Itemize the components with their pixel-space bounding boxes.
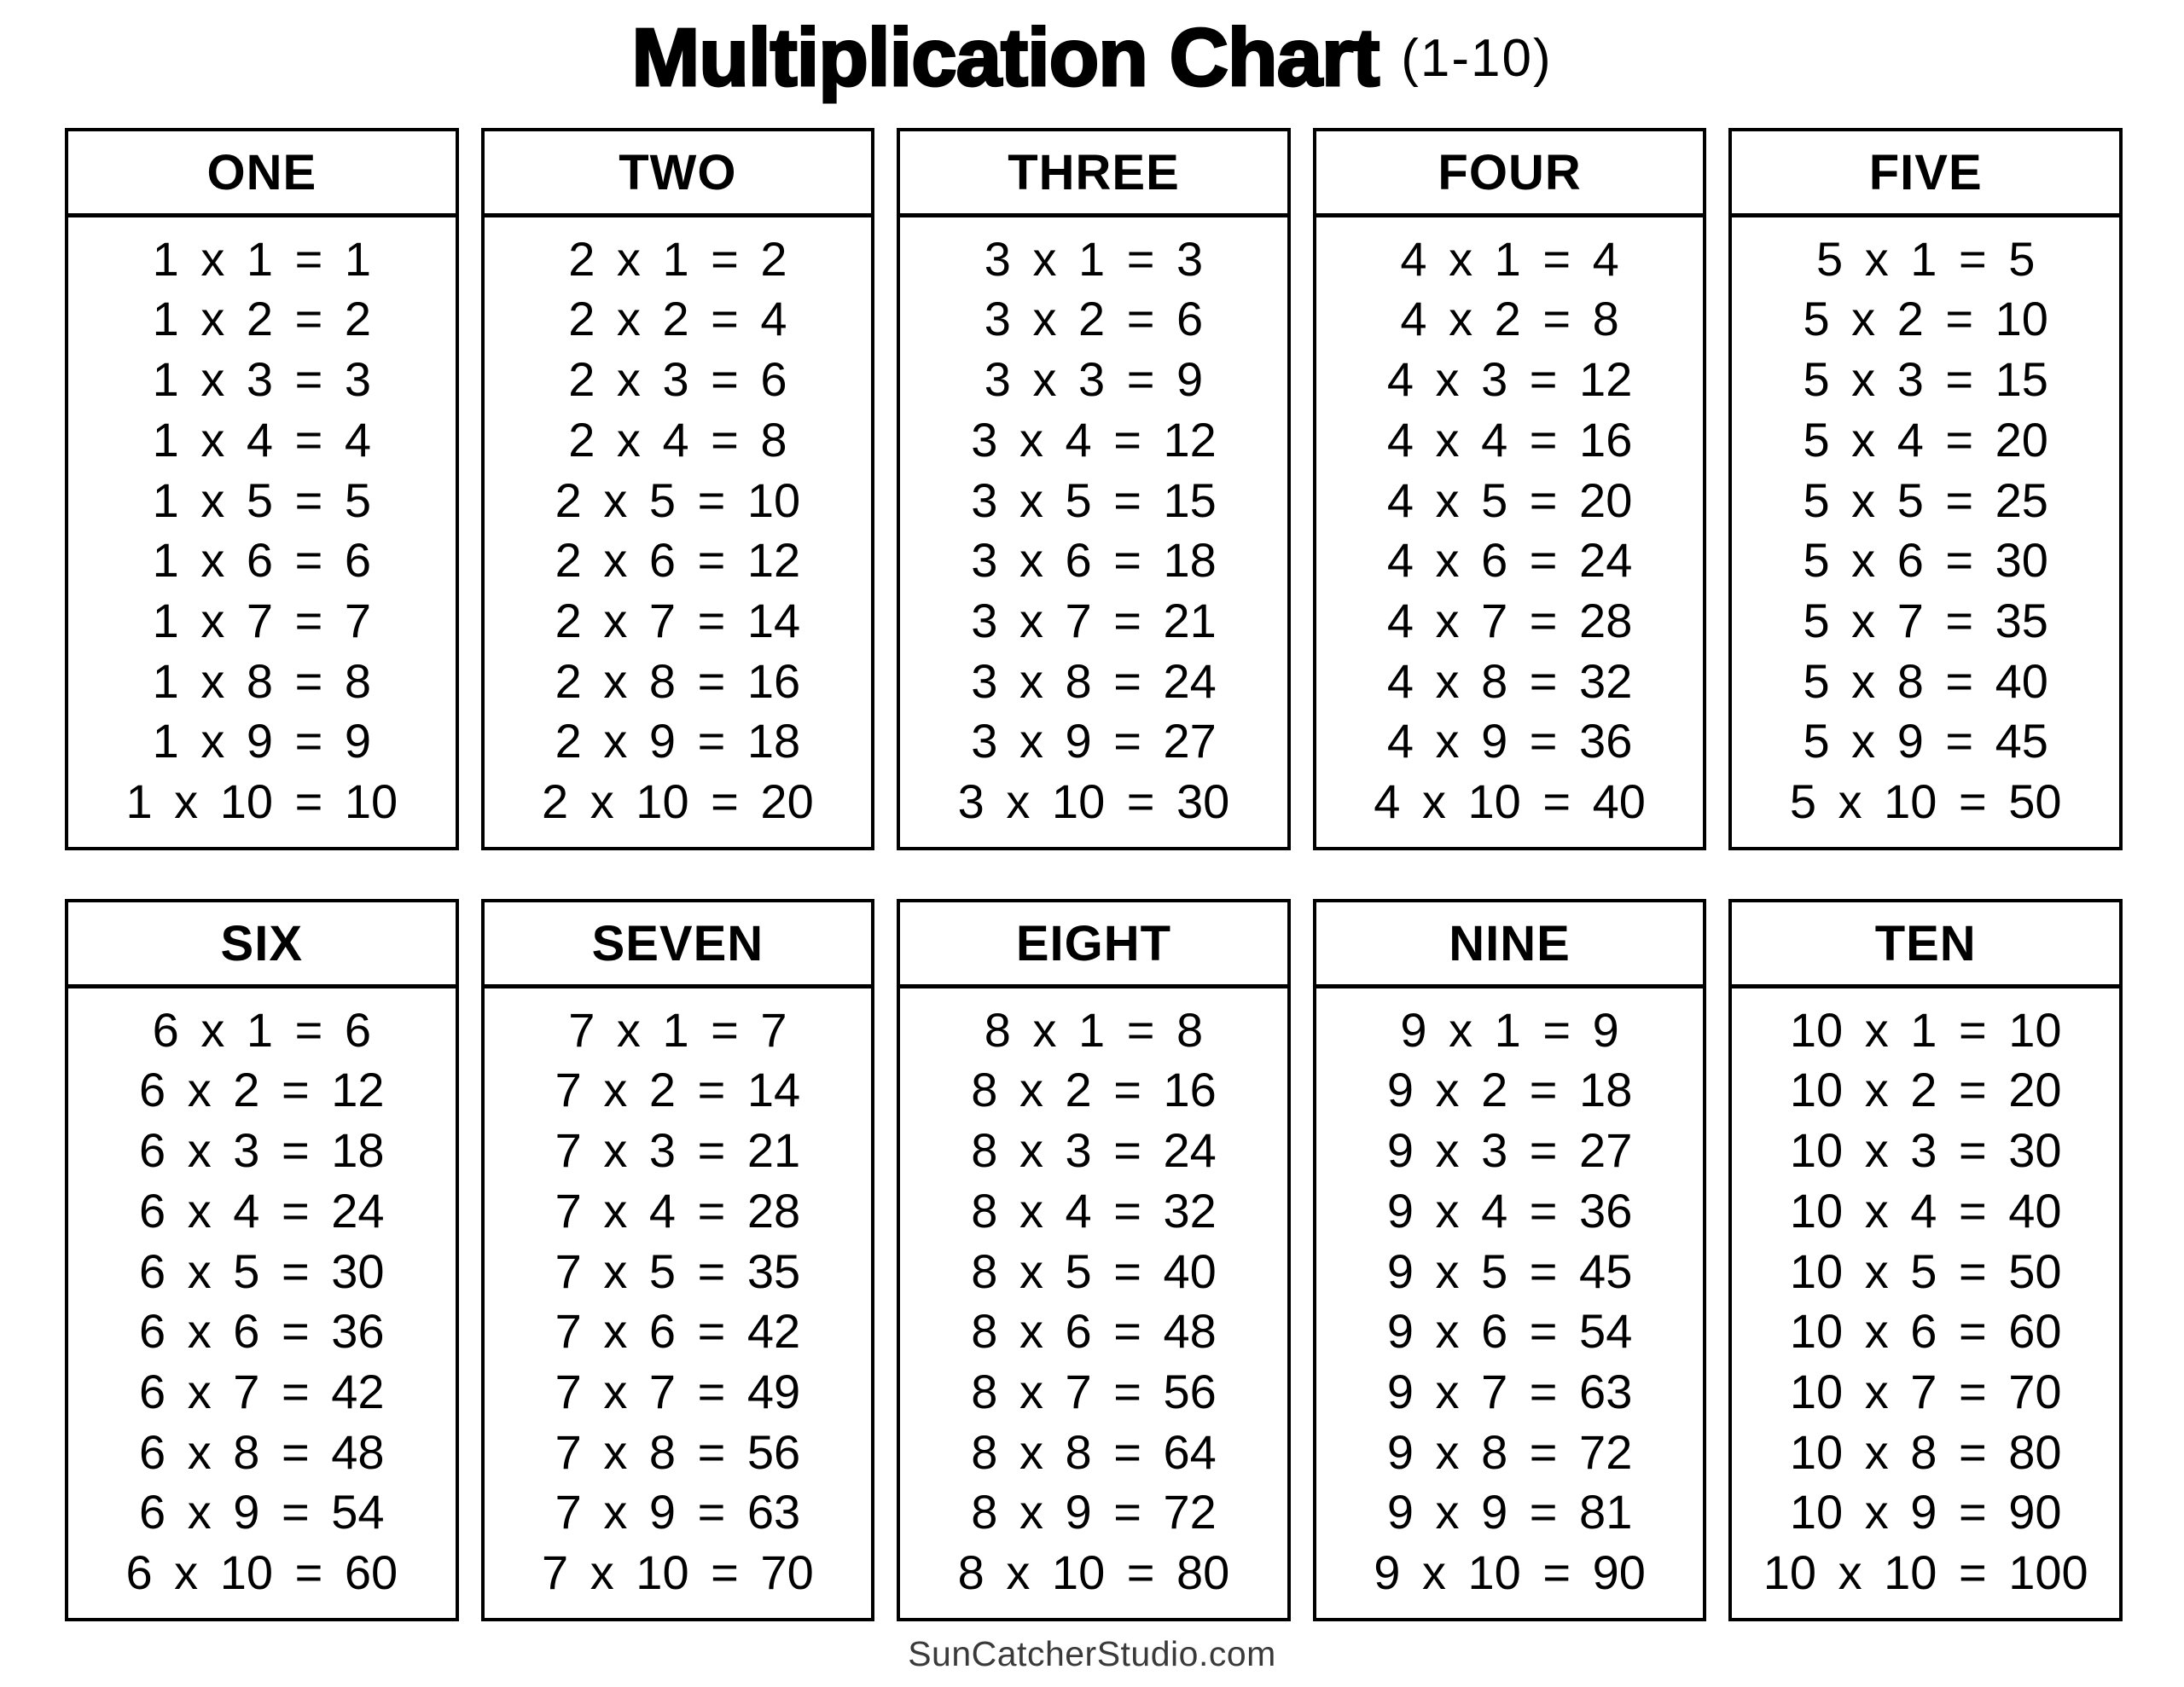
multiplication-fact: 4 x 4 = 16 (1386, 412, 1633, 467)
multiplication-fact: 3 x 6 = 18 (971, 533, 1217, 588)
page-title-main: Multiplication Chart (631, 12, 1380, 103)
table-header (68, 902, 456, 988)
multiplication-fact: 5 x 10 = 50 (1789, 774, 2062, 829)
table-rows (68, 988, 456, 1618)
table-header (1732, 902, 2119, 988)
multiplication-fact: 3 x 4 = 12 (971, 412, 1217, 467)
multiplication-fact: 4 x 5 = 20 (1386, 472, 1633, 527)
table-title: FOUR (1438, 144, 1582, 200)
table-title: TEN (1874, 915, 1977, 971)
multiplication-fact: 2 x 7 = 14 (555, 594, 801, 648)
multiplication-fact: 6 x 5 = 30 (139, 1244, 385, 1298)
multiplication-fact: 10 x 6 = 60 (1789, 1304, 2062, 1359)
table-title: NINE (1449, 915, 1571, 971)
page-title (0, 7, 2184, 109)
multiplication-fact: 7 x 4 = 28 (555, 1183, 801, 1238)
multiplication-fact: 7 x 8 = 56 (555, 1424, 801, 1479)
table-header (900, 131, 1287, 217)
multiplication-fact: 3 x 1 = 3 (984, 231, 1204, 286)
multiplication-fact: 6 x 3 = 18 (139, 1123, 385, 1178)
multiplication-fact: 6 x 9 = 54 (139, 1485, 385, 1539)
multiplication-table-card (65, 899, 459, 1621)
table-rows (900, 217, 1287, 847)
multiplication-table-card (1313, 899, 1707, 1621)
multiplication-fact: 4 x 3 = 12 (1386, 352, 1633, 407)
multiplication-fact: 9 x 8 = 72 (1386, 1424, 1633, 1479)
multiplication-fact: 3 x 3 = 9 (984, 352, 1204, 407)
multiplication-fact: 1 x 5 = 5 (152, 472, 371, 527)
multiplication-fact: 5 x 6 = 30 (1803, 533, 2048, 588)
multiplication-fact: 8 x 3 = 24 (971, 1123, 1217, 1178)
multiplication-fact: 1 x 4 = 4 (152, 412, 371, 467)
credit-text: SunCatcherStudio.com (908, 1634, 1276, 1673)
multiplication-fact: 9 x 9 = 81 (1386, 1485, 1633, 1539)
table-rows (68, 217, 456, 847)
multiplication-fact: 10 x 7 = 70 (1789, 1365, 2062, 1419)
multiplication-fact: 2 x 9 = 18 (555, 714, 801, 768)
multiplication-table-card (1728, 128, 2123, 850)
multiplication-fact: 6 x 10 = 60 (125, 1545, 398, 1600)
multiplication-fact: 6 x 4 = 24 (139, 1183, 385, 1238)
multiplication-fact: 2 x 1 = 2 (568, 231, 787, 286)
multiplication-fact: 9 x 3 = 27 (1386, 1123, 1633, 1178)
multiplication-fact: 7 x 9 = 63 (555, 1485, 801, 1539)
table-header (485, 131, 872, 217)
multiplication-fact: 2 x 6 = 12 (555, 533, 801, 588)
multiplication-fact: 5 x 4 = 20 (1803, 412, 2048, 467)
table-title: EIGHT (1015, 915, 1172, 971)
multiplication-fact: 2 x 4 = 8 (568, 412, 787, 467)
multiplication-fact: 10 x 3 = 30 (1789, 1123, 2062, 1178)
multiplication-fact: 5 x 9 = 45 (1803, 714, 2048, 768)
multiplication-fact: 4 x 6 = 24 (1386, 533, 1633, 588)
multiplication-table-card (897, 128, 1291, 850)
multiplication-fact: 1 x 9 = 9 (152, 714, 371, 768)
multiplication-fact: 7 x 2 = 14 (555, 1063, 801, 1117)
multiplication-fact: 5 x 1 = 5 (1816, 231, 2036, 286)
table-title: TWO (619, 144, 737, 200)
multiplication-fact: 10 x 5 = 50 (1789, 1244, 2062, 1298)
multiplication-fact: 8 x 7 = 56 (971, 1365, 1217, 1419)
table-rows (1732, 217, 2119, 847)
tables-grid (65, 128, 2123, 1621)
multiplication-fact: 1 x 10 = 10 (125, 774, 398, 829)
multiplication-fact: 9 x 6 = 54 (1386, 1304, 1633, 1359)
multiplication-fact: 7 x 10 = 70 (542, 1545, 814, 1600)
multiplication-fact: 3 x 7 = 21 (971, 594, 1217, 648)
multiplication-fact: 2 x 10 = 20 (542, 774, 814, 829)
table-title: THREE (1008, 144, 1180, 200)
table-rows (1316, 988, 1704, 1618)
multiplication-fact: 3 x 5 = 15 (971, 472, 1217, 527)
multiplication-fact: 8 x 4 = 32 (971, 1183, 1217, 1238)
multiplication-fact: 5 x 5 = 25 (1803, 472, 2048, 527)
multiplication-fact: 2 x 5 = 10 (555, 472, 801, 527)
multiplication-fact: 5 x 2 = 10 (1803, 292, 2048, 346)
multiplication-fact: 8 x 1 = 8 (984, 1002, 1204, 1057)
table-rows (1316, 217, 1704, 847)
table-rows (485, 988, 872, 1618)
multiplication-fact: 1 x 2 = 2 (152, 292, 371, 346)
table-rows (900, 988, 1287, 1618)
multiplication-fact: 1 x 3 = 3 (152, 352, 371, 407)
multiplication-fact: 7 x 5 = 35 (555, 1244, 801, 1298)
table-rows (485, 217, 872, 847)
multiplication-fact: 1 x 8 = 8 (152, 653, 371, 708)
multiplication-fact: 6 x 2 = 12 (139, 1063, 385, 1117)
multiplication-fact: 9 x 2 = 18 (1386, 1063, 1633, 1117)
multiplication-fact: 10 x 2 = 20 (1789, 1063, 2062, 1117)
multiplication-fact: 5 x 3 = 15 (1803, 352, 2048, 407)
multiplication-fact: 3 x 9 = 27 (971, 714, 1217, 768)
multiplication-table-card (481, 128, 875, 850)
multiplication-fact: 2 x 2 = 4 (568, 292, 787, 346)
multiplication-fact: 1 x 1 = 1 (152, 231, 371, 286)
multiplication-fact: 8 x 6 = 48 (971, 1304, 1217, 1359)
multiplication-table-card (1728, 899, 2123, 1621)
multiplication-fact: 10 x 10 = 100 (1763, 1545, 2088, 1600)
multiplication-fact: 10 x 8 = 80 (1789, 1424, 2062, 1479)
multiplication-fact: 5 x 7 = 35 (1803, 594, 2048, 648)
multiplication-fact: 6 x 1 = 6 (152, 1002, 371, 1057)
table-title: SEVEN (591, 915, 764, 971)
multiplication-fact: 9 x 7 = 63 (1386, 1365, 1633, 1419)
multiplication-fact: 1 x 7 = 7 (152, 594, 371, 648)
multiplication-fact: 9 x 5 = 45 (1386, 1244, 1633, 1298)
table-header (900, 902, 1287, 988)
multiplication-fact: 2 x 8 = 16 (555, 653, 801, 708)
multiplication-fact: 4 x 10 = 40 (1374, 774, 1646, 829)
multiplication-fact: 8 x 9 = 72 (971, 1485, 1217, 1539)
multiplication-fact: 10 x 9 = 90 (1789, 1485, 2062, 1539)
multiplication-fact: 5 x 8 = 40 (1803, 653, 2048, 708)
multiplication-table-card (897, 899, 1291, 1621)
multiplication-fact: 4 x 9 = 36 (1386, 714, 1633, 768)
multiplication-fact: 6 x 7 = 42 (139, 1365, 385, 1419)
multiplication-fact: 8 x 5 = 40 (971, 1244, 1217, 1298)
table-header (485, 902, 872, 988)
multiplication-fact: 9 x 4 = 36 (1386, 1183, 1633, 1238)
table-rows (1732, 988, 2119, 1618)
multiplication-fact: 2 x 3 = 6 (568, 352, 787, 407)
multiplication-table-card (65, 128, 459, 850)
multiplication-fact: 6 x 6 = 36 (139, 1304, 385, 1359)
multiplication-fact: 8 x 10 = 80 (957, 1545, 1230, 1600)
multiplication-fact: 7 x 3 = 21 (555, 1123, 801, 1178)
multiplication-fact: 3 x 2 = 6 (984, 292, 1204, 346)
table-title: FIVE (1868, 144, 1983, 200)
multiplication-fact: 7 x 1 = 7 (568, 1002, 787, 1057)
multiplication-fact: 4 x 7 = 28 (1386, 594, 1633, 648)
multiplication-fact: 9 x 10 = 90 (1374, 1545, 1646, 1600)
multiplication-fact: 8 x 8 = 64 (971, 1424, 1217, 1479)
multiplication-fact: 4 x 2 = 8 (1400, 292, 1619, 346)
multiplication-fact: 7 x 7 = 49 (555, 1365, 801, 1419)
multiplication-fact: 3 x 10 = 30 (957, 774, 1230, 829)
multiplication-fact: 10 x 1 = 10 (1789, 1002, 2062, 1057)
table-header (1316, 131, 1704, 217)
multiplication-fact: 4 x 8 = 32 (1386, 653, 1633, 708)
multiplication-fact: 7 x 6 = 42 (555, 1304, 801, 1359)
table-header (1316, 902, 1704, 988)
multiplication-fact: 1 x 6 = 6 (152, 533, 371, 588)
multiplication-fact: 4 x 1 = 4 (1400, 231, 1619, 286)
multiplication-table-card (1313, 128, 1707, 850)
table-title: SIX (220, 915, 304, 971)
multiplication-fact: 9 x 1 = 9 (1400, 1002, 1619, 1057)
table-title: ONE (206, 144, 317, 200)
multiplication-fact: 10 x 4 = 40 (1789, 1183, 2062, 1238)
page-title-range: (1-10) (1401, 28, 1553, 88)
multiplication-table-card (481, 899, 875, 1621)
table-header (1732, 131, 2119, 217)
multiplication-fact: 8 x 2 = 16 (971, 1063, 1217, 1117)
table-header (68, 131, 456, 217)
multiplication-fact: 6 x 8 = 48 (139, 1424, 385, 1479)
multiplication-fact: 3 x 8 = 24 (971, 653, 1217, 708)
